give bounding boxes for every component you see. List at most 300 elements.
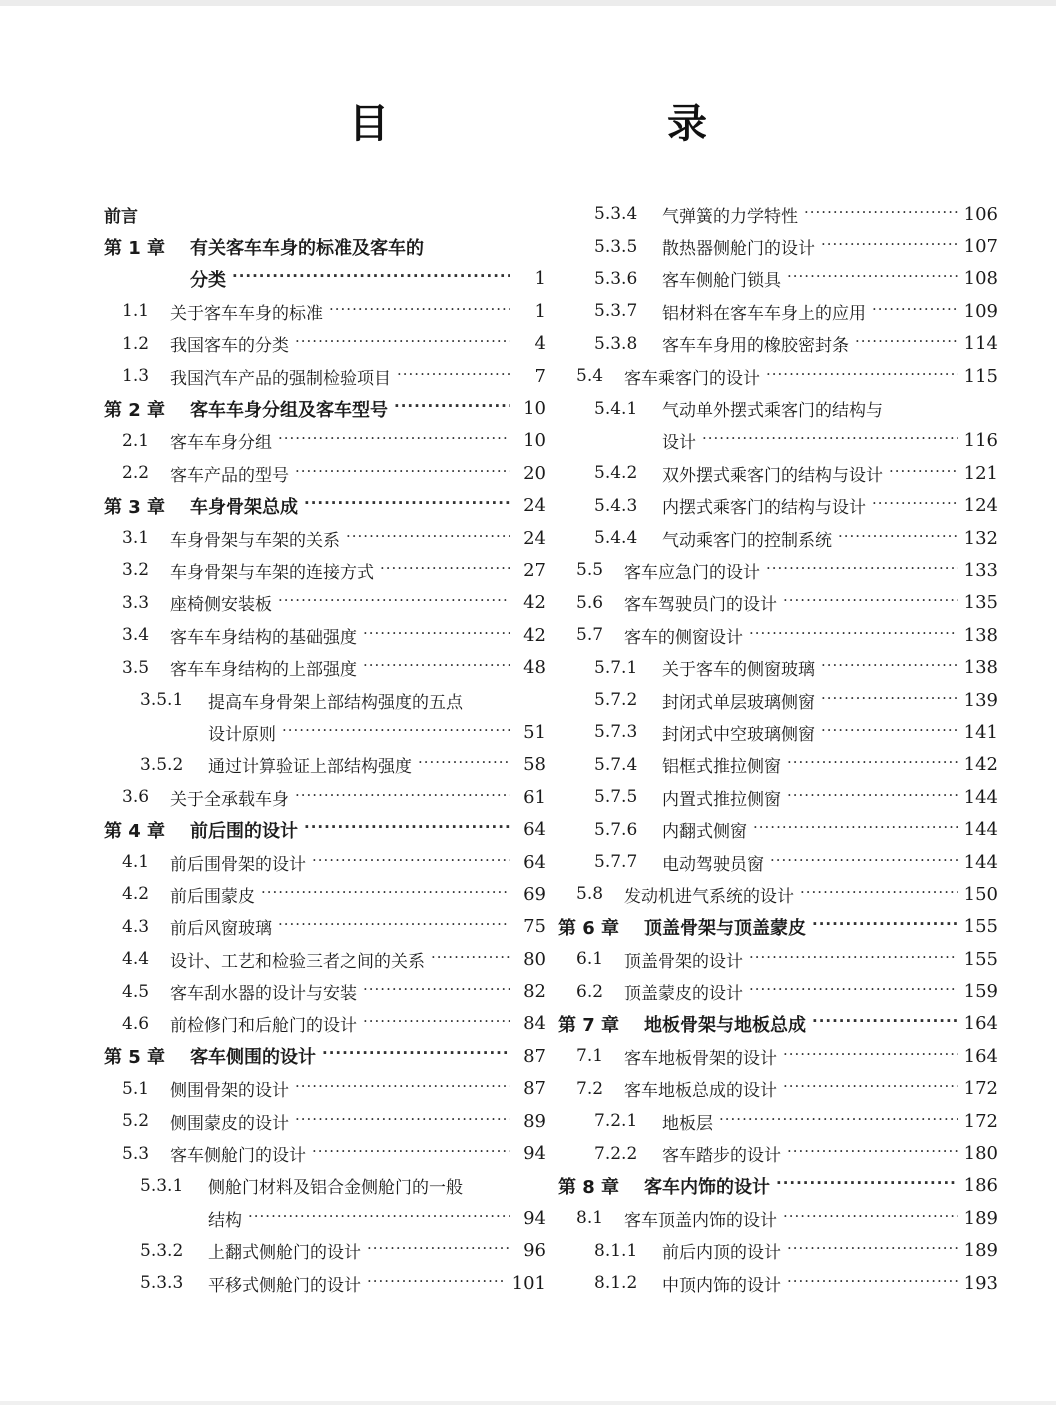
- toc-entry-title: 内摆式乘客门的结构与设计: [662, 498, 866, 519]
- toc-entry-page: 155: [963, 916, 998, 938]
- toc-entry-page: 124: [963, 495, 998, 517]
- toc-entry[interactable]: [104, 846, 546, 878]
- toc-entry-page: 164: [963, 1013, 998, 1035]
- dot-leader: [295, 464, 510, 481]
- toc-entry-page: 24: [523, 527, 546, 549]
- toc-entry-page: 159: [963, 981, 998, 1003]
- toc-entry-number: 5.2: [122, 1111, 150, 1132]
- toc-entry-number: 5.7.7: [594, 852, 638, 872]
- dot-leader: [776, 1176, 958, 1194]
- toc-entry-page: 189: [963, 1207, 998, 1229]
- toc-entry-title: 客车侧围的设计: [190, 1047, 316, 1069]
- toc-entry-title: 通过计算验证上部结构强度: [208, 757, 412, 778]
- toc-entry-number: 5.3.7: [594, 301, 638, 322]
- toc-entry-title: 发动机进气系统的设计: [624, 886, 794, 907]
- toc-entry[interactable]: [558, 619, 998, 651]
- toc-entry[interactable]: [558, 911, 998, 943]
- top-edge: [0, 0, 1056, 6]
- toc-entry-page: 172: [963, 1078, 998, 1100]
- toc-entry-title: 电动驾驶员窗: [662, 854, 764, 875]
- toc-entry-title: 客车车身用的橡胶密封条: [662, 336, 849, 357]
- toc-entry[interactable]: [104, 457, 546, 489]
- toc-entry-page: 80: [523, 948, 546, 970]
- dot-leader: [783, 593, 958, 610]
- toc-entry-title: 散热器侧舱门的设计: [662, 239, 815, 260]
- toc-entry[interactable]: [558, 295, 998, 327]
- toc-entry[interactable]: [558, 1267, 998, 1299]
- dot-leader: [753, 820, 958, 837]
- toc-entry[interactable]: [104, 587, 546, 619]
- toc-entry-title: 封闭式单层玻璃侧窗: [662, 692, 815, 713]
- toc-entry-title: 客车车身结构的基础强度: [170, 627, 357, 648]
- toc-entry-page: 24: [523, 495, 546, 517]
- toc-entry-title: 内翻式侧窗: [662, 822, 747, 843]
- dot-leader: [787, 1144, 958, 1161]
- toc-entry[interactable]: [558, 457, 998, 489]
- toc-entry-page: 172: [963, 1110, 998, 1132]
- dot-leader: [367, 1241, 510, 1258]
- toc-entry-number: 5.3.4: [594, 204, 638, 225]
- toc-entry-number: 7.2.1: [594, 1111, 638, 1132]
- toc-entry-title: 铝框式推拉侧窗: [662, 757, 781, 778]
- toc-entry-page: 121: [963, 462, 998, 484]
- toc-entry-title: 气弹簧的力学特性: [662, 206, 798, 227]
- dot-leader: [346, 529, 510, 546]
- toc-entry-page: 96: [523, 1240, 546, 1262]
- toc-entry[interactable]: [104, 1073, 546, 1105]
- toc-entry[interactable]: [558, 684, 998, 716]
- dot-leader: [418, 755, 510, 772]
- toc-entry-number: 4.5: [122, 981, 150, 1002]
- toc-entry[interactable]: [558, 1170, 998, 1202]
- dot-leader: [787, 1241, 958, 1258]
- dot-leader: [278, 917, 510, 934]
- dot-leader: [787, 269, 958, 286]
- toc-entry-page: 10: [523, 398, 546, 420]
- toc-entry-title: 客车刮水器的设计与安装: [170, 984, 357, 1005]
- toc-entry-title: 我国客车的分类: [170, 336, 289, 357]
- dot-leader: [304, 496, 510, 514]
- toc-entry-number: 3.3: [122, 592, 150, 613]
- toc-entry-title: 车身骨架与车架的关系: [170, 530, 340, 551]
- toc-entry[interactable]: [558, 328, 998, 360]
- toc-entry-title: 前后风窗玻璃: [170, 919, 272, 940]
- toc-entry[interactable]: [558, 392, 998, 424]
- toc-entry-page: 139: [963, 689, 998, 711]
- toc-entry-page: 138: [963, 657, 998, 679]
- toc-entry[interactable]: [558, 975, 998, 1007]
- toc-entry-number: 3.5: [122, 657, 150, 678]
- toc-entry-page: 64: [523, 851, 546, 873]
- toc-entry-title: 客车踏步的设计: [662, 1146, 781, 1167]
- toc-entry-page: 87: [523, 1078, 546, 1100]
- dot-leader: [278, 431, 510, 448]
- toc-entry-title: 气动单外摆式乘客门的结构与: [662, 401, 883, 422]
- toc-entry-page: 101: [511, 1272, 546, 1294]
- toc-entry-number: 第 2 章: [104, 399, 166, 421]
- dot-leader: [431, 950, 510, 967]
- toc-entry-number: 8.1: [576, 1208, 604, 1229]
- toc-entry-number: 第 5 章: [104, 1047, 166, 1069]
- toc-entry-page: 133: [963, 559, 998, 581]
- toc-entry-number: 第 8 章: [558, 1176, 620, 1198]
- toc-entry-title: 关于客车车身的标准: [170, 303, 323, 324]
- toc-entry-page: 27: [523, 559, 546, 581]
- toc-entry[interactable]: [104, 1105, 546, 1137]
- toc-entry-title: 客车车身结构的上部强度: [170, 660, 357, 681]
- dot-leader: [770, 853, 958, 870]
- toc-entry-page: 10: [523, 430, 546, 452]
- toc-entry-title: 前后内顶的设计: [662, 1243, 781, 1264]
- toc-entry-page: 48: [523, 657, 546, 679]
- toc-entry[interactable]: [558, 651, 998, 683]
- toc-entry[interactable]: [558, 1235, 998, 1267]
- toc-entry[interactable]: [558, 360, 998, 392]
- toc-entry[interactable]: [558, 716, 998, 748]
- toc-entry[interactable]: [104, 781, 546, 813]
- toc-entry[interactable]: [558, 1073, 998, 1105]
- toc-entry[interactable]: [558, 943, 998, 975]
- dot-leader: [749, 626, 958, 643]
- toc-entry[interactable]: [104, 1137, 546, 1169]
- dot-leader: [783, 1079, 958, 1096]
- toc-entry[interactable]: [104, 230, 546, 262]
- toc-entry[interactable]: [558, 587, 998, 619]
- toc-entry[interactable]: [558, 781, 998, 813]
- toc-left-column: [104, 198, 546, 1299]
- toc-entry-number: 第 3 章: [104, 496, 166, 518]
- toc-entry-title: 车身骨架总成: [190, 496, 298, 518]
- toc-entry-title: 关于全承载车身: [170, 789, 289, 810]
- toc-entry-page: 180: [963, 1143, 998, 1165]
- toc-entry-number: 5.3.3: [140, 1273, 184, 1294]
- toc-entry[interactable]: [104, 1267, 546, 1299]
- dot-leader: [749, 982, 958, 999]
- dot-leader: [889, 464, 958, 481]
- toc-entry-page: 138: [963, 624, 998, 646]
- toc-entry[interactable]: [558, 749, 998, 781]
- toc-entry-number: 4.2: [122, 884, 150, 905]
- toc-entry-page: 193: [963, 1272, 998, 1294]
- toc-entry-title: 客车的侧窗设计: [624, 627, 743, 648]
- dot-leader: [304, 820, 510, 838]
- toc-entry-page: 7: [534, 365, 546, 387]
- toc-entry-number: 4.4: [122, 949, 150, 970]
- toc-entry[interactable]: [104, 263, 546, 295]
- dot-leader: [295, 334, 510, 351]
- toc-entry-page: 106: [963, 203, 998, 225]
- dot-leader: [783, 1047, 958, 1064]
- toc-entry-number: 5.8: [576, 884, 604, 905]
- toc-entry-number: 5.1: [122, 1078, 150, 1099]
- dot-leader: [380, 561, 510, 578]
- toc-entry-page: 42: [523, 624, 546, 646]
- toc-entry-title: 顶盖蒙皮的设计: [624, 984, 743, 1005]
- dot-leader: [872, 302, 958, 319]
- dot-leader: [394, 399, 510, 417]
- dot-leader: [821, 691, 958, 708]
- toc-entry[interactable]: [558, 1137, 998, 1169]
- toc-entry-title: 顶盖骨架与顶盖蒙皮: [644, 917, 806, 939]
- toc-entry-number: 4.1: [122, 852, 150, 872]
- toc-entry-title: 分类: [190, 269, 226, 291]
- dot-leader: [397, 367, 510, 384]
- toc-entry-page: 142: [963, 754, 998, 776]
- toc-entry[interactable]: [104, 198, 546, 230]
- dot-leader: [363, 658, 510, 675]
- toc-entry-page: 69: [523, 883, 546, 905]
- toc-entry-page: 51: [523, 721, 546, 743]
- toc-entry-page: 75: [523, 916, 546, 938]
- toc-entry-title: 侧围骨架的设计: [170, 1081, 289, 1102]
- toc-entry-number: 1.3: [122, 366, 150, 387]
- toc-entry-number: 5.4.1: [594, 398, 638, 419]
- toc-entry[interactable]: [104, 328, 546, 360]
- toc-entry-title: 设计: [662, 433, 696, 454]
- toc-entry-title: 客车地板骨架的设计: [624, 1048, 777, 1069]
- bottom-edge: [0, 1401, 1056, 1405]
- toc-entry-number: 6.1: [576, 949, 604, 970]
- toc-entry-number: 3.4: [122, 625, 150, 646]
- toc-entry[interactable]: [104, 619, 546, 651]
- dot-leader: [872, 496, 958, 513]
- toc-entry-title: 结构: [208, 1210, 242, 1231]
- toc-entry-title: 地板骨架与地板总成: [644, 1014, 806, 1036]
- dot-leader: [329, 302, 510, 319]
- dot-leader: [821, 237, 958, 254]
- toc-entry-page: 116: [963, 430, 998, 452]
- toc-entry-title: 平移式侧舱门的设计: [208, 1275, 361, 1296]
- toc-entry[interactable]: [104, 392, 546, 424]
- dot-leader: [363, 1014, 510, 1031]
- toc-entry-page: 144: [963, 786, 998, 808]
- toc-entry[interactable]: [558, 198, 998, 230]
- toc-entry-title: 我国汽车产品的强制检验项目: [170, 368, 391, 389]
- toc-entry-number: 5.4: [576, 366, 604, 387]
- toc-entry-page: 132: [963, 527, 998, 549]
- toc-entry-title: 铝材料在客车车身上的应用: [662, 303, 866, 324]
- dot-leader: [278, 593, 510, 610]
- toc-entry-title: 前后围的设计: [190, 820, 298, 842]
- toc-entry[interactable]: [558, 522, 998, 554]
- toc-entry-page: 189: [963, 1240, 998, 1262]
- toc-entry[interactable]: [104, 684, 546, 716]
- toc-entry-title: 客车乘客门的设计: [624, 368, 760, 389]
- toc-entry-page: 61: [523, 786, 546, 808]
- toc-entry-page: 155: [963, 948, 998, 970]
- dot-leader: [812, 917, 958, 935]
- toc-entry[interactable]: [104, 295, 546, 327]
- toc-entry[interactable]: [104, 943, 546, 975]
- toc-entry[interactable]: [104, 554, 546, 586]
- toc-entry-page: 94: [523, 1143, 546, 1165]
- toc-entry-title: 客车车身分组: [170, 433, 272, 454]
- toc-entry-page: 84: [523, 1013, 546, 1035]
- toc-entry-page: 64: [523, 819, 546, 841]
- toc-entry[interactable]: [558, 1040, 998, 1072]
- toc-entry[interactable]: [558, 263, 998, 295]
- toc-entry[interactable]: [104, 911, 546, 943]
- toc-entry-page: 20: [523, 462, 546, 484]
- toc-entry-title: 车身骨架与车架的连接方式: [170, 562, 374, 583]
- toc-entry[interactable]: [104, 749, 546, 781]
- toc-entry[interactable]: [558, 425, 998, 457]
- toc-entry[interactable]: [558, 1202, 998, 1234]
- toc-entry-page: 42: [523, 592, 546, 614]
- toc-entry[interactable]: [104, 1235, 546, 1267]
- dot-leader: [804, 205, 958, 222]
- dot-leader: [719, 1112, 958, 1129]
- toc-entry[interactable]: [558, 813, 998, 845]
- toc-entry-page: 164: [963, 1045, 998, 1067]
- toc-entry-title: 有关客车车身的标准及客车的: [190, 237, 424, 259]
- toc-entry[interactable]: [104, 651, 546, 683]
- toc-entry-number: 5.3.6: [594, 268, 638, 289]
- toc-entry-number: 7.2: [576, 1078, 604, 1099]
- toc-entry[interactable]: [104, 360, 546, 392]
- toc-entry[interactable]: [558, 878, 998, 910]
- toc-entry-number: 5.4.4: [594, 528, 638, 549]
- toc-entry[interactable]: [104, 522, 546, 554]
- toc-entry-number: 6.2: [576, 981, 604, 1002]
- toc-entry-title: 前检修门和后舱门的设计: [170, 1016, 357, 1037]
- toc-entry-number: 4.3: [122, 916, 150, 937]
- dot-leader: [282, 723, 510, 740]
- toc-entry[interactable]: [558, 490, 998, 522]
- toc-entry-title: 客车产品的型号: [170, 465, 289, 486]
- toc-entry-number: 2.2: [122, 463, 150, 484]
- dot-leader: [295, 788, 510, 805]
- toc-entry[interactable]: [558, 1105, 998, 1137]
- dot-leader: [855, 334, 958, 351]
- dot-leader: [821, 658, 958, 675]
- toc-entry-title: 设计原则: [208, 724, 276, 745]
- toc-entry-number: 第 4 章: [104, 820, 166, 842]
- toc-entry-title: 客车侧舱门的设计: [170, 1146, 306, 1167]
- toc-entry-number: 5.3.5: [594, 236, 638, 257]
- toc-entry-title: 设计、工艺和检验三者之间的关系: [170, 951, 425, 972]
- dot-leader: [821, 723, 958, 740]
- toc-entry-page: 144: [963, 819, 998, 841]
- toc-entry-number: 3.1: [122, 528, 150, 549]
- dot-leader: [783, 1209, 958, 1226]
- toc-entry[interactable]: [104, 813, 546, 845]
- toc-entry[interactable]: [558, 846, 998, 878]
- toc-entry-number: 5.3.2: [140, 1240, 184, 1261]
- toc-entry[interactable]: [104, 878, 546, 910]
- toc-entry-number: 5.4.2: [594, 463, 638, 484]
- toc-entry[interactable]: [558, 554, 998, 586]
- toc-entry-page: 150: [963, 883, 998, 905]
- toc-entry-page: 94: [523, 1207, 546, 1229]
- dot-leader: [312, 1144, 510, 1161]
- page-title: 目 录: [349, 101, 773, 147]
- toc-entry-title: 气动乘客门的控制系统: [662, 530, 832, 551]
- toc-entry-page: 4: [534, 333, 546, 355]
- toc-entry-title: 客车车身分组及客车型号: [190, 399, 388, 421]
- toc-entry-number: 5.6: [576, 592, 604, 613]
- toc-entry-number: 3.5.2: [140, 754, 184, 775]
- toc-entry-title: 内置式推拉侧窗: [662, 789, 781, 810]
- toc-entry-title: 侧舱门材料及铝合金侧舱门的一般: [208, 1178, 463, 1199]
- dot-leader: [261, 885, 510, 902]
- dot-leader: [367, 1274, 506, 1291]
- toc-entry[interactable]: [104, 425, 546, 457]
- dot-leader: [766, 561, 958, 578]
- toc-entry-title: 客车内饰的设计: [644, 1176, 770, 1198]
- dot-leader: [838, 529, 958, 546]
- dot-leader: [787, 1274, 958, 1291]
- dot-leader: [295, 1079, 510, 1096]
- toc-entry[interactable]: [104, 1170, 546, 1202]
- toc-entry-number: 1.2: [122, 333, 150, 354]
- toc-entry-title: 前后围骨架的设计: [170, 854, 306, 875]
- toc-entry-number: 5.3: [122, 1143, 150, 1164]
- toc-entry[interactable]: [558, 230, 998, 262]
- toc-entry-page: 107: [963, 236, 998, 258]
- dot-leader: [787, 755, 958, 772]
- toc-entry[interactable]: [104, 490, 546, 522]
- toc-entry-number: 5.7.5: [594, 787, 638, 808]
- toc-entry-number: 5.7: [576, 625, 604, 646]
- toc-entry[interactable]: [104, 1040, 546, 1072]
- toc-entry-number: 2.1: [122, 430, 150, 451]
- toc-entry-number: 第 1 章: [104, 237, 166, 259]
- toc-entry-title: 客车顶盖内饰的设计: [624, 1210, 777, 1231]
- toc-entry-number: 4.6: [122, 1013, 150, 1034]
- toc-entry-title: 关于客车的侧窗玻璃: [662, 660, 815, 681]
- toc-entry-number: 5.3.1: [140, 1175, 184, 1196]
- dot-leader: [749, 950, 958, 967]
- toc-entry-number: 3.2: [122, 560, 150, 581]
- toc-entry-title: 提高车身骨架上部结构强度的五点: [208, 692, 463, 713]
- toc-entry[interactable]: [104, 716, 546, 748]
- toc-entry-number: 第 7 章: [558, 1014, 620, 1036]
- toc-entry-number: 7.1: [576, 1046, 604, 1067]
- toc-entry-title: 中顶内饰的设计: [662, 1275, 781, 1296]
- toc-entry-title: 前后围蒙皮: [170, 886, 255, 907]
- dot-leader: [812, 1014, 958, 1032]
- toc-entry-page: 89: [523, 1110, 546, 1132]
- dot-leader: [702, 431, 958, 448]
- toc-entry-number: 3.5.1: [140, 690, 184, 711]
- toc-right-column: [558, 198, 998, 1299]
- toc-entry-title: 上翻式侧舱门的设计: [208, 1243, 361, 1264]
- toc-entry-page: 109: [963, 300, 998, 322]
- toc-entry-page: 141: [963, 721, 998, 743]
- toc-entry-title: 客车地板总成的设计: [624, 1081, 777, 1102]
- toc-entry-title: 客车驾驶员门的设计: [624, 595, 777, 616]
- dot-leader: [232, 269, 510, 287]
- toc-entry-page: 115: [963, 365, 998, 387]
- toc-entry-title: 客车应急门的设计: [624, 562, 760, 583]
- toc-entry-title: 客车侧舱门锁具: [662, 271, 781, 292]
- toc-entry-number: 5.5: [576, 560, 604, 581]
- toc-entry-page: 144: [963, 851, 998, 873]
- toc-entry[interactable]: [558, 1008, 998, 1040]
- toc-entry-number: 5.4.3: [594, 495, 638, 516]
- toc-entry-title: 顶盖骨架的设计: [624, 951, 743, 972]
- toc-entry-number: 3.6: [122, 787, 150, 808]
- toc-entry[interactable]: [104, 1202, 546, 1234]
- dot-leader: [766, 367, 958, 384]
- toc-entry[interactable]: [104, 975, 546, 1007]
- toc-entry[interactable]: [104, 1008, 546, 1040]
- toc-entry-page: 82: [523, 981, 546, 1003]
- toc-entry-page: 1: [534, 300, 546, 322]
- toc-entry-page: 87: [523, 1045, 546, 1067]
- toc-entry-number: 5.7.3: [594, 722, 638, 743]
